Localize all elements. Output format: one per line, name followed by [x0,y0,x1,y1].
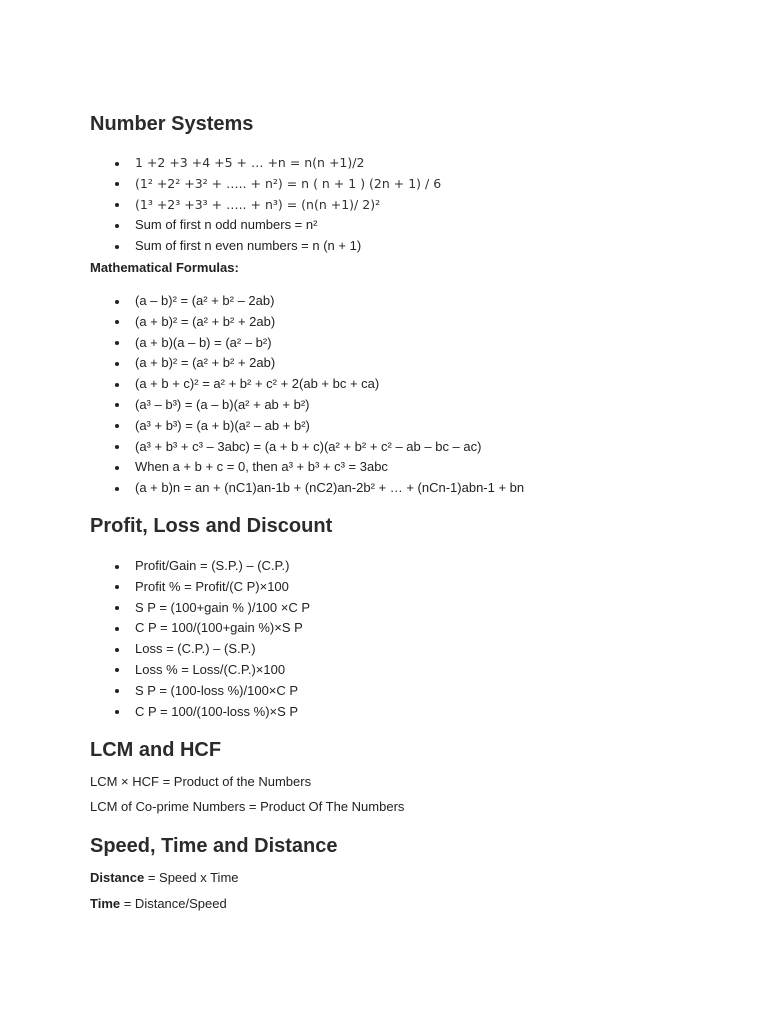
list-item: S P = (100-loss %)/100×C P [90,681,310,702]
distance-formula [90,869,239,887]
list-item: S P = (100+gain % )/100 ×C P [90,598,310,619]
list-item: (a³ – b³) = (a – b)(a² + ab + b²) [90,395,524,416]
label-math-formulas: Mathematical Formulas: [90,260,239,275]
time-text: = Distance/Speed [120,896,227,911]
distance-text: = Speed x Time [144,870,239,885]
list-item: Profit/Gain = (S.P.) – (C.P.) [90,556,310,577]
heading-speed-time-distance: Speed, Time and Distance [90,835,338,857]
list-item: Sum of first n even numbers = n (n + 1) [90,236,441,257]
list-item: (a + b)² = (a² + b² + 2ab) [90,312,524,333]
list-item: (a + b)n = an + (nC1)an-1b + (nC2)an-2b² + … + (nCn-1)abn-1 + bn [90,478,524,499]
distance-label: Distance [90,870,145,885]
list-item: (a + b)² = (a² + b² + 2ab) [90,353,524,374]
heading-lcm-hcf: LCM and HCF [90,739,222,761]
number-systems-list [90,153,441,257]
list-item: C P = 100/(100+gain %)×S P [90,618,310,639]
heading-number-systems: Number Systems [90,113,254,135]
list-item: (a – b)² = (a² + b² – 2ab) [90,291,524,312]
list-item: C P = 100/(100-loss %)×S P [90,702,310,723]
heading-profit-loss: Profit, Loss and Discount [90,515,333,537]
list-item: When a + b + c = 0, then a³ + b³ + c³ = 3abc [90,457,524,478]
list-item: Sum of first n odd numbers = n² [90,215,441,236]
list-item: Loss = (C.P.) – (S.P.) [90,639,310,660]
list-item: (a³ + b³ + c³ – 3abc) = (a + b + c)(a² + b² + c² – ab – bc – ac) [90,437,524,458]
list-item: Loss % = Loss/(C.P.)×100 [90,660,310,681]
time-label: Time [90,896,121,911]
lcm-hcf-line-2: LCM of Co-prime Numbers = Product Of The Numbers [90,799,405,814]
list-item: (a + b)(a – b) = (a² – b²) [90,333,524,354]
lcm-hcf-line-1: LCM × HCF = Product of the Numbers [90,774,312,789]
math-formulas-list [90,291,524,499]
list-item: (1³ +2³ +3³ + ….. + n³) = (n(n +1)/ 2)² [90,195,441,216]
list-item: (a + b + c)² = a² + b² + c² + 2(ab + bc + ca) [90,374,524,395]
list-item: (1² +2² +3² + ….. + n²) = n ( n + 1 ) (2n + 1) / 6 [90,174,441,195]
profit-loss-list [90,556,310,722]
list-item: (a³ + b³) = (a + b)(a² – ab + b²) [90,416,524,437]
list-item: 1 +2 +3 +4 +5 + … +n = n(n +1)/2 [90,153,441,174]
time-formula [90,895,227,913]
list-item: Profit % = Profit/(C P)×100 [90,577,310,598]
